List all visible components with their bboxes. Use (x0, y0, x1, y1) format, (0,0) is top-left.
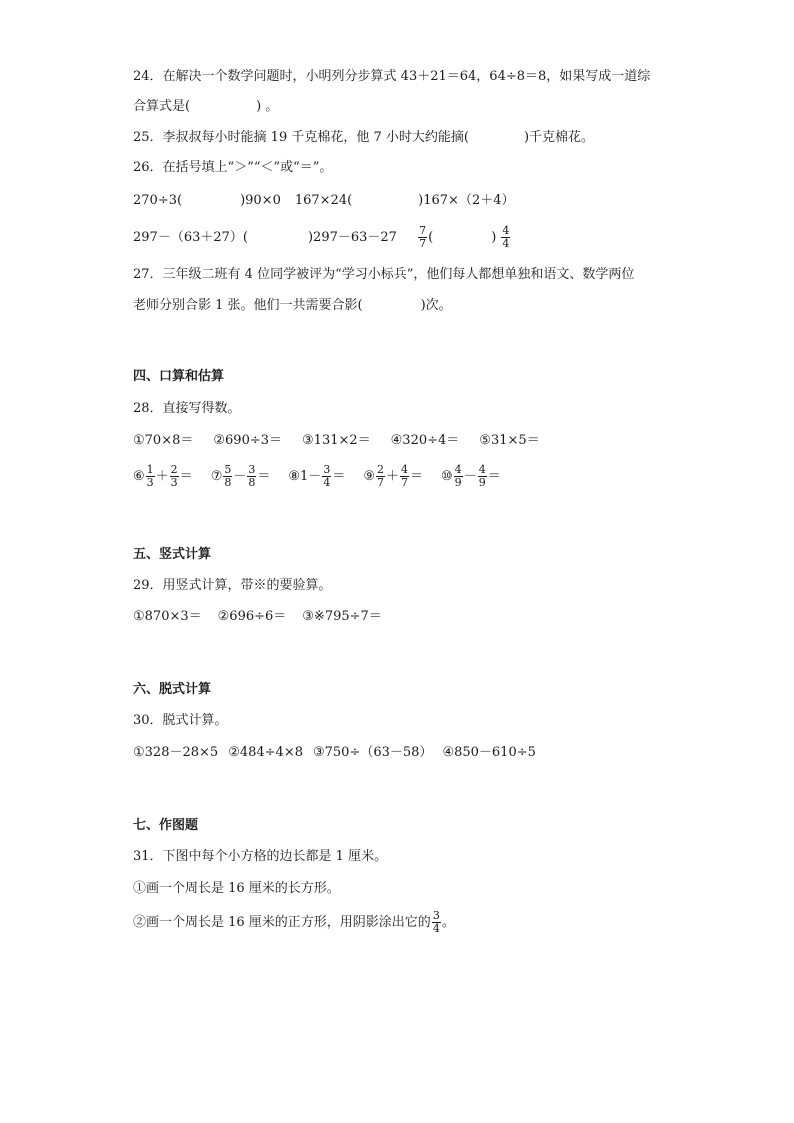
q26-row1 (133, 192, 515, 210)
step-calc-item: ①328－28×5 (133, 745, 219, 760)
frac-den: 4 (323, 476, 331, 489)
q31-item2-text-b: 。 (441, 915, 455, 930)
section-4-text: 四、口算和估算 (133, 369, 225, 384)
mental-math-fraction-item (133, 462, 193, 492)
item-mark: ⑨ (363, 469, 375, 484)
q31-fraction (432, 910, 441, 935)
frac-den: 8 (248, 476, 256, 489)
frac-num: 1 (146, 463, 154, 476)
frac-num: 2 (170, 463, 178, 476)
frac-den: 3 (146, 476, 154, 489)
q26-row2-c: ( (428, 230, 434, 245)
q26-fraction-2 (501, 225, 510, 250)
equals: ＝ (257, 469, 271, 484)
frac-den: 9 (478, 476, 486, 489)
frac-den: 4 (502, 237, 510, 250)
frac-den: 7 (401, 476, 408, 489)
mental-math-item: ④320÷4＝ (390, 433, 460, 448)
q31-item2-text-a: ②画一个周长是 16 厘米的正方形，用阴影涂出它的 (133, 915, 431, 930)
item-mark: ⑥ (133, 469, 145, 484)
q25-text-a: 25．李叔叔每小时能摘 19 千克棉花，他 7 小时大约能摘( (133, 130, 469, 145)
fraction (478, 464, 487, 489)
mental-math-item: ①70×8＝ (133, 433, 194, 448)
fraction (454, 464, 463, 489)
q26-row2-d: ) (491, 230, 497, 245)
step-calc-item: ④850－610÷5 (442, 745, 536, 760)
frac-num: 4 (478, 463, 486, 476)
section-6-text: 六、脱式计算 (133, 682, 212, 697)
q29-title (133, 577, 332, 595)
section-heading-5 (133, 546, 211, 564)
fraction (322, 464, 331, 489)
q26-row2 (133, 224, 511, 252)
step-calc-item: ②484÷4×8 (228, 745, 303, 760)
q26-row1-d: )167×（2＋4） (418, 193, 515, 208)
mental-math-fraction-item (211, 462, 271, 492)
fraction (247, 464, 256, 489)
section-7-text: 七、作图题 (133, 818, 199, 833)
q26-fraction-1 (418, 225, 427, 250)
q31-title-text: 31．下图中每个小方格的边长都是 1 厘米。 (133, 849, 388, 864)
q27-text-a: 老师分别合影 1 张。他们一共需要合影( (133, 298, 363, 313)
frac-num: 5 (224, 463, 232, 476)
q26-title (133, 159, 332, 177)
operator: － (233, 469, 247, 484)
q30-items (133, 744, 546, 762)
step-calc-item: ③750÷（63－58） (312, 745, 433, 760)
q26-row1-b: )90×0 (240, 193, 281, 208)
q28-row1 (133, 432, 560, 450)
frac-den: 4 (432, 922, 440, 935)
section-heading-4 (133, 368, 224, 386)
q31-title (133, 848, 387, 866)
q24-text-b: ) 。 (256, 99, 279, 114)
q28-title (133, 400, 241, 418)
item-mark: ⑦ (210, 469, 223, 484)
q24-text: 24．在解决一个数学问题时，小明列分步算式 43＋21＝64，64÷8＝8，如果写成一道综 (133, 69, 651, 84)
q30-title-text: 30．脱式计算。 (133, 713, 228, 728)
q31-item2 (133, 908, 455, 938)
q27-text-b: )次。 (420, 298, 452, 313)
frac-num: 3 (432, 909, 440, 922)
frac-den: 7 (376, 476, 384, 489)
fraction (400, 464, 409, 489)
fraction (376, 464, 385, 489)
frac-den: 8 (224, 476, 232, 489)
q26-row2-b: )297－63－27 (307, 230, 397, 245)
fraction (146, 464, 155, 489)
q27-line1 (133, 266, 634, 284)
operator: ＋ (385, 469, 399, 484)
item-mark: ⑧1－ (288, 469, 322, 484)
q30-title (133, 712, 228, 730)
mental-math-item: ②690÷3＝ (213, 433, 283, 448)
fraction (170, 464, 179, 489)
mental-math-item: ③131×2＝ (302, 433, 371, 448)
frac-den: 3 (170, 476, 178, 489)
fraction (223, 464, 232, 489)
q26-row1-a: 270÷3( (133, 193, 183, 208)
q31-item1-text: ①画一个周长是 16 厘米的长方形。 (133, 881, 340, 896)
q24-line1 (133, 68, 650, 86)
frac-num: 3 (323, 463, 331, 476)
q26-title-text: 26．在括号填上“＞”“＜”或“＝”。 (133, 160, 333, 175)
equals: ＝ (179, 469, 193, 484)
q24-line2 (133, 98, 278, 116)
q26-row2-a: 297－（63＋27）( (133, 230, 248, 245)
equals: ＝ (487, 469, 501, 484)
frac-den: 7 (419, 237, 427, 250)
q27-text: 27．三年级二班有 4 位同学被评为“学习小标兵”，他们每人都想单独和语文、数学两位 (133, 267, 635, 282)
q26-row1-c: 167×24( (294, 193, 353, 208)
frac-num: 2 (376, 463, 384, 476)
section-5-text: 五、竖式计算 (133, 547, 212, 562)
frac-num: 4 (502, 224, 510, 237)
q27-line2 (133, 297, 452, 315)
mental-math-fraction-item (441, 462, 501, 492)
mental-math-fraction-item (363, 462, 423, 492)
mental-math-fraction-item (288, 462, 345, 492)
frac-num: 3 (248, 463, 256, 476)
section-heading-7 (133, 817, 198, 835)
q29-items (133, 608, 398, 626)
operator: － (463, 469, 477, 484)
vertical-calc-item: ②696÷6＝ (217, 609, 287, 624)
vertical-calc-item: ①870×3＝ (133, 609, 202, 624)
q25-text-b: )千克棉花。 (523, 130, 595, 145)
section-heading-6 (133, 681, 211, 699)
item-mark: ⑩ (441, 469, 453, 484)
q28-title-text: 28．直接写得数。 (133, 401, 241, 416)
q29-title-text: 29．用竖式计算，带※的要验算。 (133, 578, 332, 593)
q31-item1 (133, 880, 340, 898)
vertical-calc-item: ③※795÷7＝ (302, 609, 382, 624)
q24-text-a: 合算式是( (133, 99, 191, 114)
q25-line (133, 129, 594, 147)
frac-num: 4 (401, 463, 408, 476)
frac-den: 9 (454, 476, 462, 489)
equals: ＝ (410, 469, 424, 484)
equals: ＝ (332, 469, 346, 484)
operator: ＋ (155, 469, 169, 484)
frac-num: 4 (454, 463, 462, 476)
frac-num: 7 (419, 224, 427, 237)
mental-math-item: ⑤31×5＝ (479, 433, 540, 448)
q28-row2 (133, 462, 519, 492)
